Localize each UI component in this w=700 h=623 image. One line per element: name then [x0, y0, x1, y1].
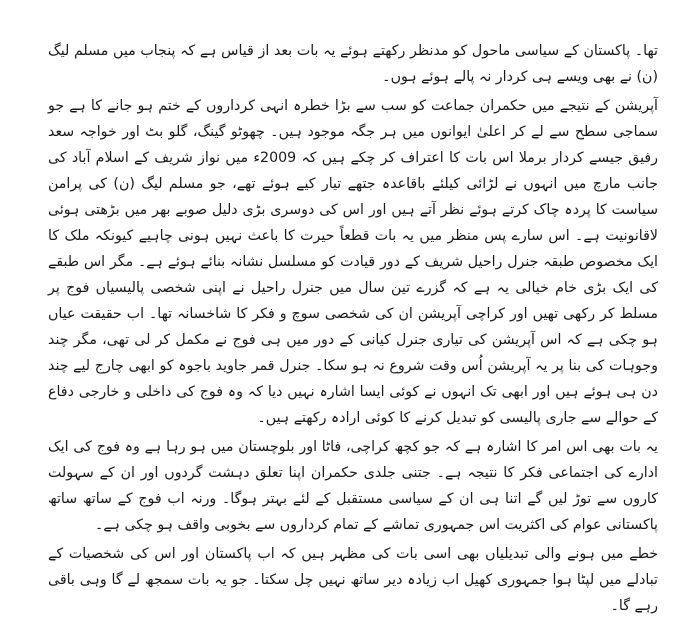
paragraph-3: یہ بات بھی اس امر کا اشارہ ہے کہ جو کچھ کراچی، فاٹا اور بلوچستان میں ہو رہا ہے وہ فوج کی ایک ادارے کی اجتماعی فکر کا نتیجہ ہے۔ جتنی جلدی حکمران اپنا تعلق دہشت گردوں اور ان کے سہولت کاروں سے توڑ لیں گے اتنا ہی ان کے سیاسی مستقبل کے لئے بہتر ہوگا۔ ورنہ اب فوج کے ساتھ ساتھ پاکستانی عوام کی اکثریت اس جمہوری تماشے کے تمام کرداروں سے بخوبی واقف ہو چکی ہے۔ — [48, 439, 658, 533]
paragraph-4: خطے میں ہونے والی تبدیلیاں بھی اسی بات کی مظہر ہیں کہ اب پاکستان اور اس کی شخصیات کے تبادلے میں لپٹا ہوا جمہوری کھیل اب زیادہ دیر ساتھ نہیں چل سکتا۔ جو یہ بات سمجھ لے گا وہی باقی رہے گا۔ — [48, 546, 658, 614]
paragraph-1: تھا۔ پاکستان کے سیاسی ماحول کو مدنظر رکھتے ہوئے یہ بات بعد از قیاس ہے کہ پنجاب میں مسلم لیگ (ن) نے بھی ویسے ہی کردار نہ پالے ہوئے ہوں۔ — [48, 43, 658, 85]
paragraph-2: آپریشن کے نتیجے میں حکمران جماعت کو سب سے بڑا خطرہ انہی کرداروں کے ختم ہو جانے کا ہے جو سماجی سطح سے لے کر اعلیٰ ایوانوں میں ہر جگہ موجود ہیں۔ چھوٹو گینگ، گلو بٹ اور خواجہ سعد رفیق جیسے کردار برملا اس بات کا اعتراف کر چکے ہیں کہ 2009ء میں نواز شریف کے اسلام آباد کی جانب مارچ میں انہوں نے لڑائی کیلئے باقاعدہ جتھے تیار کیے ہوئے تھے، جو مسلم لیگ (ن) کی پرامن سیاست کا پردہ چاک کرتے ہوئے نظر آتے ہیں اور اس کی دوسری بڑی دلیل صوبے بھر میں بڑھتی ہوئی لاقانونیت ہے۔ اس سارے پس منظر میں یہ بات قطعاً حیرت کا باعث نہیں ہونی چاہیے کیونکہ ملک کا ایک مخصوص طبقہ جنرل راحیل شریف کے دور قیادت کو مسلسل نشانہ بنائے ہوئے ہے۔ مگر اس طبقے کی ایک بڑی خام خیالی یہ ہے کہ گزرے تین سال میں جنرل راحیل نے اپنی شخصی پالیسیاں فوج پر مسلط کر رکھی تھیں اور کراچی آپریشن ان کی شخصی سوچ و فکر کا شاخسانہ تھا۔ اب حقیقت عیاں ہو چکی ہے کہ اس آپریشن کی تیاری جنرل کیانی کے دور میں ہی فوج نے مکمل کر لی تھی، مگر چند وجوہات کی بنا پر یہ آپریشن اُس وقت شروع نہ ہو سکا۔ جنرل قمر جاوید باجوہ کو ابھی چارج لیے چند دن ہی ہوئے ہیں اور ابھی تک انہوں نے کوئی ایسا اشارہ نہیں دیا کہ وہ فوج کی داخلی و خارجی دفاع کے حوالے سے جاری پالیسی کو تبدیل کرنے کا کوئی ارادہ رکھتے ہیں۔ — [48, 98, 658, 426]
article-body — [48, 38, 658, 622]
